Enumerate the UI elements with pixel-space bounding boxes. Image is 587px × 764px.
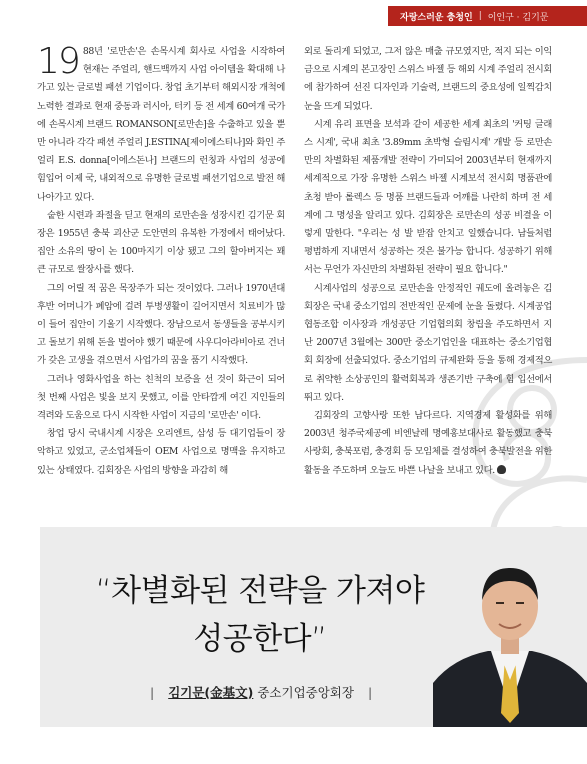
header-authors: 이인구 · 김기문: [487, 12, 549, 23]
byline-bar-left: |: [150, 685, 155, 700]
byline: [140, 683, 382, 701]
article-left-column: [37, 43, 285, 480]
quote-line-1: “차별화된 전략을 가져야: [95, 573, 425, 609]
article-paragraph: 그의 어릴 적 꿈은 목장주가 되는 것이었다. 그러나 1970년대 후반 어머니가 폐암에 걸려 투병생활이 길어지면서 치료비가 많이 들어 집안이 기울기 시작했다. 장남으로서 동생들을 공부시키고 돌보기 위해 돈을 벌어야 했기 때문에 사우디아라비아로 건너가 갖은 고생을 겪으면서 사업가의 꿈을 품기 시작했다.: [37, 282, 285, 367]
article-paragraph: 창업 당시 국내시계 시장은 오리엔트, 삼성 등 대기업들이 장악하고 있었고, 군소업체들이 OEM 사업으로 명맥을 유지하고 있는 상태였다. 김회장은 사업의 방향을 과감히 해: [37, 428, 285, 476]
section-title: 자랑스러운 충청인: [400, 12, 473, 23]
pull-quote: [80, 567, 440, 663]
page-header: [0, 0, 587, 30]
section-banner: [388, 6, 587, 26]
article-paragraph: [37, 43, 285, 207]
byline-title: 중소기업중앙회장: [257, 685, 354, 700]
paragraph-text: 김회장의 고향사랑 또한 남다르다. 지역경제 활성화를 위해 2003년 청주국제공예 비엔날레 명예홍보대사로 활동했고 충북사랑회, 충북포럼, 충경회 등 모임체를 결성하여 충북발전을 위한 활동을 주도하며 오늘도 바쁜 나날을 보내고 있다.: [304, 410, 552, 476]
byline-name: 김기문(金基文): [168, 685, 254, 700]
drop-cap: 19: [37, 41, 79, 82]
article-paragraph: 숱한 시련과 좌절을 딛고 현재의 로만손을 성장시킨 김기문 회장은 1955년 충북 괴산군 도안면의 유복한 가정에서 태어났다. 집안 소유의 땅이 논 100마지기 이상 됐고 그의 할아버지는 꽤 큰 규모로 쌀장사를 했다.: [37, 209, 285, 276]
paragraph-text: 88년 '로만손'은 손목시계 회사로 사업을 시작하여 현재는 주얼리, 핸드백까지 사업 아이템을 확대해 나가고 있는 글로벌 패션 기업이다. 창업 초기부터 해외시장 개척에 노력한 결과로 현재 중동과 러시아, 터키 등 전 세계 60여개 국가에 손목시계 브랜드 ROMANSON[로만손]을 수출하고 있을 뿐만 아니라 각각 패션 주얼리 J.ESTINA[제이에스티나]와 화인 주얼리 E.S. donna[이에스돈나] 브랜드의 런칭과 사업의 성공에 힘입어 이제 국, 내외적으로 유명한 글로벌 패션기업으로 발전 해 나아가고 있다.: [37, 46, 285, 203]
article-paragraph: 시계 유리 표면을 보석과 같이 세공한 세계 최초의 '커팅 글래스 시계', 국내 최초 '3.89mm 초박형 슬림시계' 개발 등 로만손만의 차별화된 제품개발 전략이 가미되어 2003년부터 현재까지 세계적으로 가장 유명한 스위스 바젤 시계보석 전시회 명품관에 초청 받아 롤렉스 등 명품 브랜드들과 어깨를 나란히 하며 전 세계에 그 명성을 알리고 있다. 김회장은 로만손의 성공 비결을 이렇게 말한다. "우리는 성 발 받잡 안치고 일했습니다. 남들처럼 평범하게 지내면서 성공하는 것은 불가능 합니다. 성공하기 위해서는 무언가 자신만의 차별화된 전략이 필요 합니다.": [304, 118, 552, 276]
quote-line-2: 성공한다”: [193, 621, 327, 657]
portrait-photo: [433, 548, 587, 727]
header-separator: |: [478, 11, 482, 21]
portrait-illustration: [433, 548, 587, 727]
article-right-column: [304, 43, 552, 480]
article-paragraph: 그러나 영화사업을 하는 친척의 보증을 선 것이 화근이 되어 첫 번째 사업은 빛을 보지 못했고, 이를 안타깝게 여긴 지인들의 격려와 도움으로 다시 시작한 사업이 지금의 '로만손' 이다.: [37, 373, 285, 422]
end-mark-icon: [497, 465, 506, 474]
article-paragraph: 외로 돌리게 되었고, 그저 않은 매출 규모였지만, 적지 되는 이익금으로 시계의 본고장인 스위스 바젤 등 해외 시계 주얼리 전시회에 참가하여 선진 디자인과 기술력, 브랜드의 중요성에 일찍감치 눈을 뜨게 되었다.: [304, 46, 552, 112]
byline-bar-right: |: [367, 685, 373, 700]
article-paragraph: 시계사업의 성공으로 로만손을 안정적인 궤도에 올려놓은 김회장은 국내 중소기업의 전반적인 문제에 눈을 돌렸다. 시계공업 협동조합 이사장과 개성공단 기업협의회 창립을 주도하면서 지난 2007년 3월에는 300만 중소기업인을 대표하는 중소기업협회 회장에 선출되었다. 중소기업의 규제완화 등을 통해 경제적으로 취약한 소상공인의 활력회복과 생존기반 구축에 힘 입선에서 뛰고 있다.: [304, 282, 552, 403]
article-paragraph: [304, 407, 552, 480]
